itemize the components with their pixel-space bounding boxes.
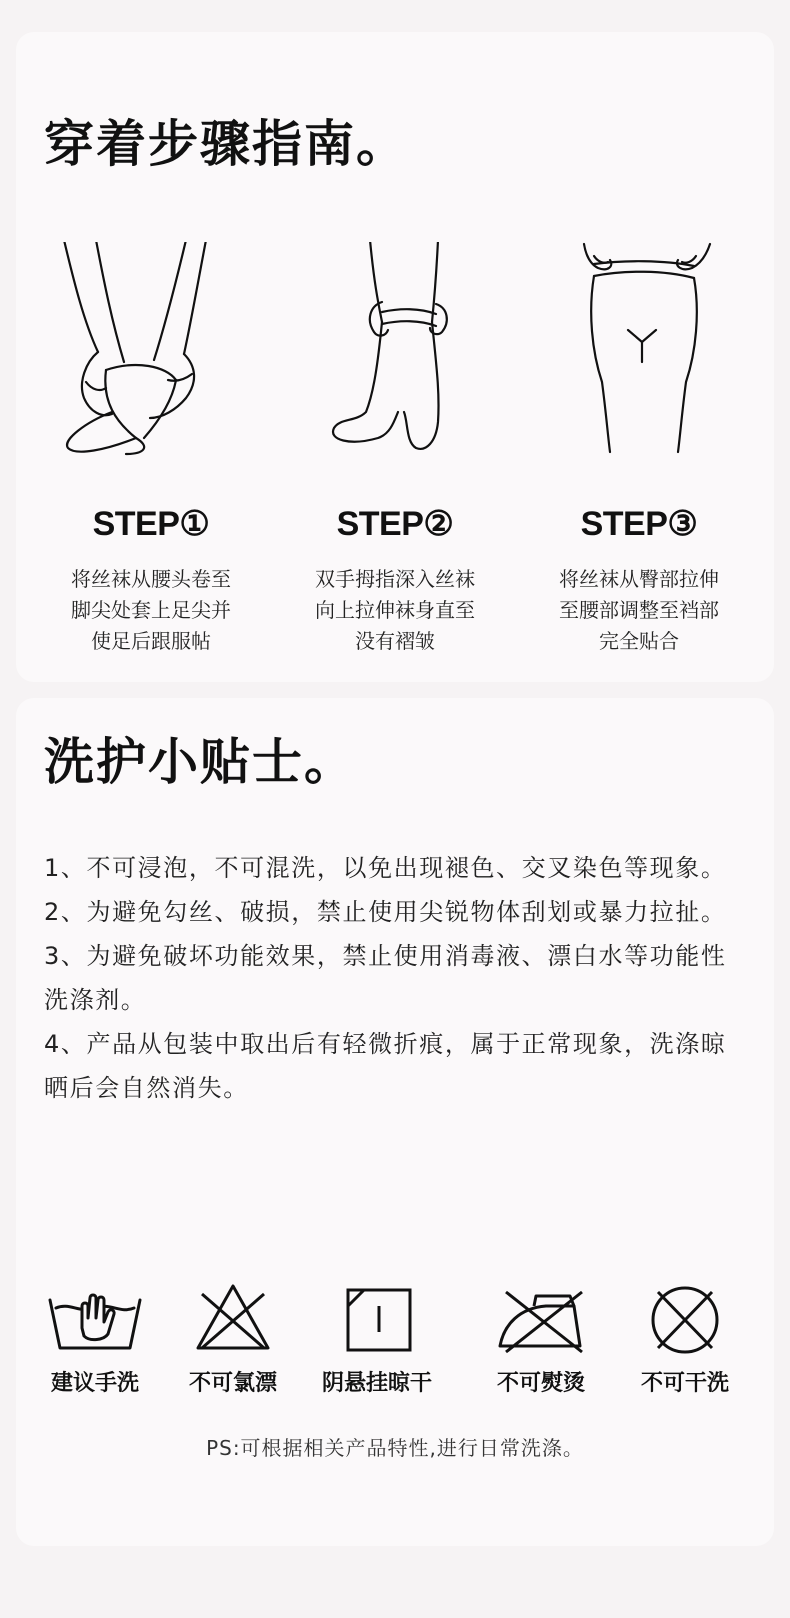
step-3-illustration (514, 242, 764, 492)
steps-row (16, 242, 774, 682)
care-title: 洗护小贴士。 (44, 733, 356, 791)
guide-title: 穿着步骤指南。 (44, 115, 408, 173)
step-3-line-2: 至腰部调整至裆部 (559, 598, 719, 622)
step-2-line-3: 没有褶皱 (355, 629, 435, 653)
hand-wash-label: 建议手洗 (50, 1371, 139, 1396)
step-2-illustration (270, 242, 520, 492)
wearing-guide-card (16, 32, 774, 682)
hand-wash-icon (30, 1278, 160, 1358)
line-dry-shade-label: 阴悬挂晾干 (321, 1371, 432, 1396)
step-1-illustration (26, 242, 276, 492)
step-3-line-3: 完全贴合 (599, 629, 679, 653)
care-tips-card (16, 698, 774, 1546)
step-1-line-1: 将丝袜从腰头卷至 (71, 567, 231, 591)
step-2-title: STEP② (336, 505, 454, 543)
step-3 (514, 242, 764, 672)
care-item-line-dry-shade (312, 1278, 442, 1396)
step-2-description (270, 564, 520, 657)
line-dry-shade-icon (312, 1278, 442, 1358)
step-3-title: STEP③ (580, 505, 698, 543)
care-note: PS:可根据相关产品特性,进行日常洗涤。 (206, 1436, 584, 1460)
step-1 (26, 242, 276, 672)
tip-1: 1、不可浸泡，不可混洗，以免出现褪色、交叉染色等现象。 (44, 854, 727, 882)
care-item-no-dry-clean (620, 1278, 750, 1396)
tip-3: 3、为避免破坏功能效果，禁止使用消毒液、漂白水等功能性洗涤剂。 (44, 942, 727, 1014)
no-dry-clean-icon (620, 1278, 750, 1358)
no-iron-icon (476, 1278, 606, 1358)
step-1-description (26, 564, 276, 657)
step-2 (270, 242, 520, 672)
tip-4: 4、产品从包装中取出后有轻微折痕，属于正常现象，洗涤晾晒后会自然消失。 (44, 1030, 727, 1102)
care-item-no-iron (476, 1278, 606, 1396)
care-item-no-bleach (168, 1278, 298, 1396)
tip-2: 2、为避免勾丝、破损，禁止使用尖锐物体刮划或暴力拉扯。 (44, 898, 727, 926)
step-3-description (514, 564, 764, 657)
step-1-title: STEP① (92, 505, 210, 543)
care-item-hand-wash (30, 1278, 160, 1396)
no-iron-label: 不可熨烫 (496, 1371, 585, 1396)
step-2-line-2: 向上拉伸袜身直至 (315, 598, 475, 622)
no-bleach-icon (168, 1278, 298, 1358)
care-icons-row (16, 1278, 774, 1396)
step-3-line-1: 将丝袜从臀部拉伸 (559, 567, 719, 591)
step-1-line-2: 脚尖处套上足尖并 (71, 598, 231, 622)
no-bleach-label: 不可氯漂 (188, 1371, 277, 1396)
no-dry-clean-label: 不可干洗 (640, 1371, 729, 1396)
step-2-line-1: 双手拇指深入丝袜 (315, 567, 475, 591)
care-tips-list (44, 846, 744, 1110)
step-1-line-3: 使足后跟服帖 (91, 629, 211, 653)
